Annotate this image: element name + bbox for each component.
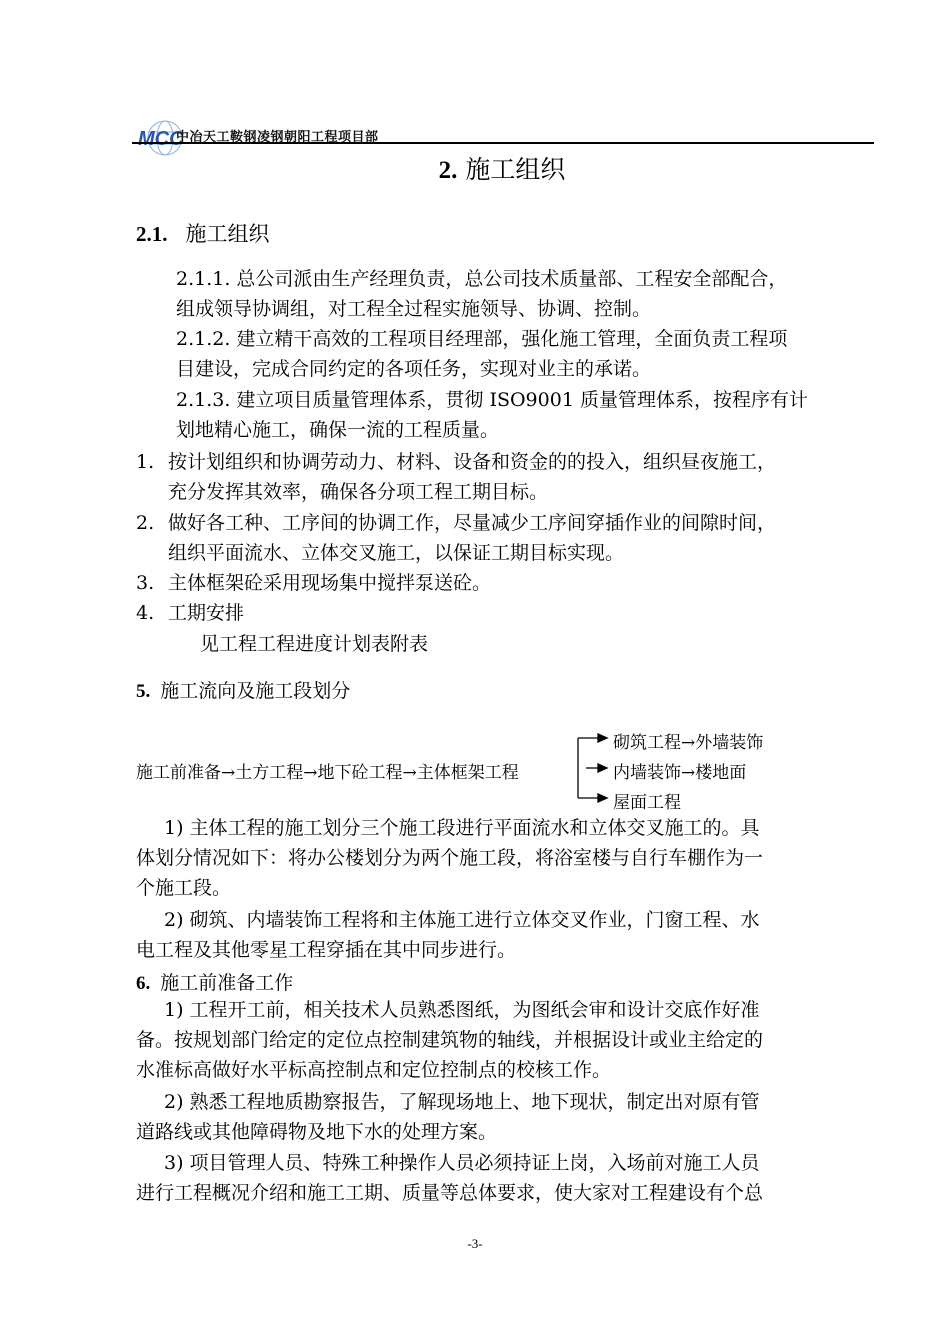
para-line: 3) 项目管理人员、特殊工种操作人员必须持证上岗，入场前对施工人员 (164, 1152, 760, 1174)
section-5-number: 5. (136, 681, 151, 702)
list-item-line: 按计划组织和协调劳动力、材料、设备和资金的的投入，组织昼夜施工， (168, 451, 777, 473)
sub-item-line: 2.1.1. 总公司派由生产经理负责，总公司技术质量部、工程安全部配合， (176, 268, 788, 290)
flow-branch-masonry: 砌筑工程→外墙装饰 (613, 733, 764, 753)
section-6-para-1 (136, 995, 763, 1085)
flow-branch-interior: 内墙装饰→楼地面 (613, 763, 747, 783)
section-6-number: 6. (136, 973, 151, 994)
list-item-3: 主体框架砼采用现场集中搅拌泵送砼。 (168, 572, 492, 594)
section-5-para-2 (136, 905, 760, 965)
flow-main-sequence: 施工前准备→土方工程→地下砼工程→主体框架工程 (136, 763, 519, 783)
sub-item-line: 2.1.2. 建立精干高效的工程项目经理部，强化施工管理，全面负责工程项 (176, 328, 788, 350)
list-number: 4. (136, 602, 155, 624)
section-2-1-number: 2.1. (136, 222, 168, 246)
para-line: 水准标高做好水平标高控制点和定位控制点的校核工作。 (136, 1059, 612, 1081)
section-6-text: 施工前准备工作 (160, 972, 294, 994)
para-line: 道路线或其他障碍物及地下水的处理方案。 (136, 1121, 498, 1143)
para-line: 2) 熟悉工程地质勘察报告，了解现场地上、地下现状，制定出对原有管 (164, 1091, 760, 1113)
section-6-heading (136, 968, 293, 995)
flow-branch-roof: 屋面工程 (613, 793, 681, 813)
title-number: 2. (438, 157, 458, 184)
list-item-4: 工期安排 (168, 602, 245, 624)
logo-text: MCC (138, 128, 184, 150)
sub-item-line: 组成领导协调组，对工程全过程实施领导、协调、控制。 (176, 298, 652, 320)
list-number: 3. (136, 572, 155, 594)
para-line: 备。按规划部门给定的定位点控制建筑物的轴线，并根据设计或业主给定的 (136, 1029, 764, 1051)
section-6-para-2 (136, 1087, 760, 1147)
para-line: 1) 工程开工前，相关技术人员熟悉图纸，为图纸会审和设计交底作好准 (164, 999, 760, 1021)
list-item-line: 做好各工种、工序间的协调工作，尽量减少工序间穿插作业的间隙时间， (168, 512, 777, 534)
para-line: 1) 主体工程的施工划分三个施工段进行平面流水和立体交叉施工的。具 (164, 817, 760, 839)
title-text: 施工组织 (465, 155, 566, 184)
section-6-para-3 (136, 1148, 763, 1208)
section-5-text: 施工流向及施工段划分 (160, 680, 351, 702)
list-item-4-detail: 见工程工程进度计划表附表 (200, 633, 429, 655)
para-line: 个施工段。 (136, 877, 232, 899)
sub-item-line: 2.1.3. 建立项目质量管理体系，贯彻 ISO9001 质量管理体系，按程序有计 (176, 389, 808, 411)
sub-item-line: 划地精心施工，确保一流的工程质量。 (176, 419, 500, 441)
para-line: 电工程及其他零星工程穿插在其中同步进行。 (136, 939, 517, 961)
list-item-line: 组织平面流水、立体交叉施工，以保证工期目标实现。 (168, 542, 625, 564)
para-line: 进行工程概况介绍和施工工期、质量等总体要求，使大家对工程建设有个总 (136, 1182, 764, 1204)
para-line: 2) 砌筑、内墙装饰工程将和主体施工进行立体交叉作业，门窗工程、水 (164, 909, 760, 931)
list-item-line: 充分发挥其效率，确保各分项工程工期目标。 (168, 481, 549, 503)
list-number: 2. (136, 512, 155, 534)
sub-item-line: 目建设，完成合同约定的各项任务，实现对业主的承诺。 (176, 358, 652, 380)
header-org-name: 中冶天工鞍钢凌钢朝阳工程项目部 (176, 130, 379, 145)
page-number: -3- (467, 1236, 483, 1251)
section-2-1-text: 施工组织 (185, 222, 270, 246)
para-line: 体划分情况如下：将办公楼划分为两个施工段，将浴室楼与自行车棚作为一 (136, 847, 764, 869)
section-5-para-1 (136, 813, 763, 903)
list-number: 1. (136, 451, 155, 473)
